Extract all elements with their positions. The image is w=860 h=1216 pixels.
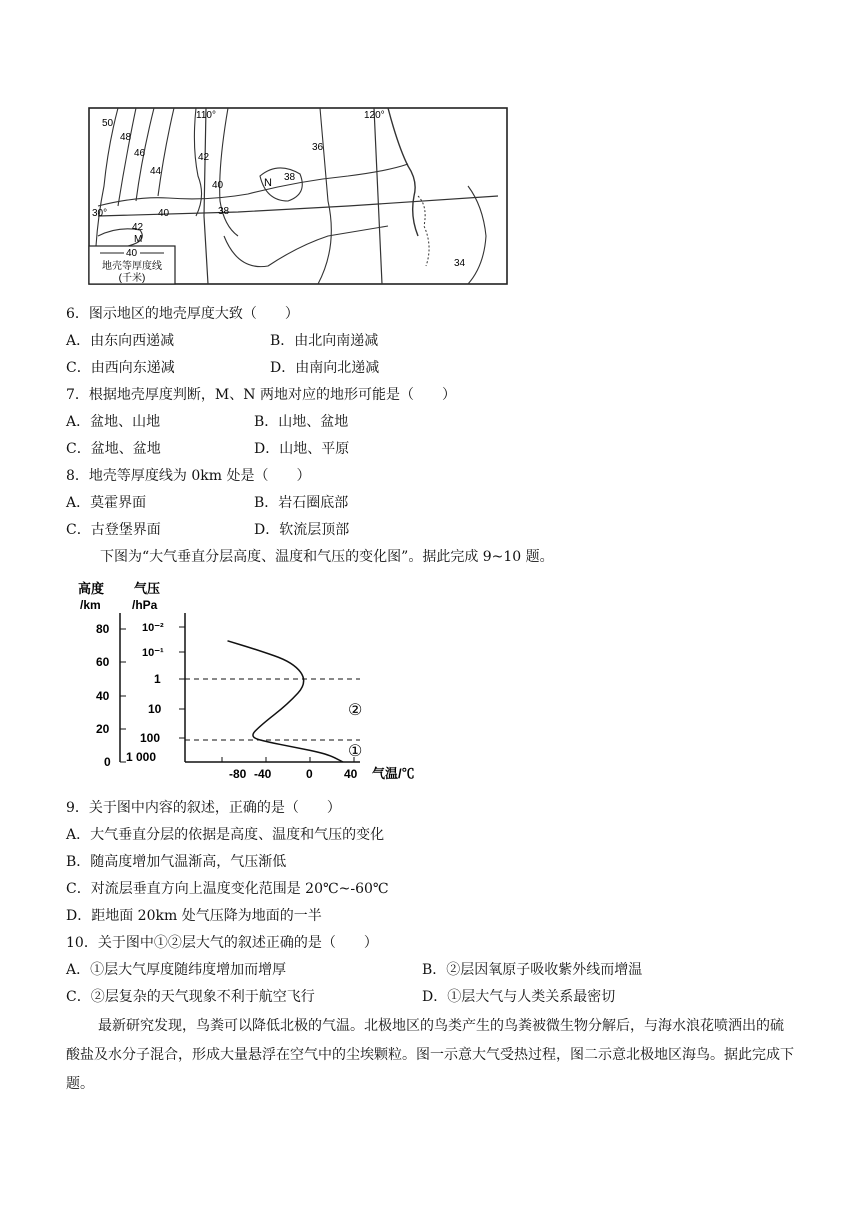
question-8-stem: 8．地壳等厚度线为 0km 处是（ ） <box>66 468 311 484</box>
contour-42b: 42 <box>132 222 144 233</box>
height-label-1: 高度 <box>78 581 105 596</box>
pressure-tick-10: 10 <box>148 702 162 716</box>
contour-34: 34 <box>454 258 466 269</box>
q9-option-b[interactable]: B．随高度增加气温渐高，气压渐低 <box>66 854 287 870</box>
q6-option-a[interactable]: A．由东向西递减 <box>66 333 175 349</box>
q6-option-c[interactable]: C．由西向东递减 <box>66 360 175 376</box>
height-label-2: /km <box>80 598 101 612</box>
pressure-tick-0.1: 10⁻¹ <box>142 647 164 659</box>
height-tick-0: 0 <box>104 755 111 769</box>
q8-option-d[interactable]: D．软流层顶部 <box>254 522 350 538</box>
lat-30: 30° <box>92 208 108 219</box>
height-tick-20: 20 <box>96 722 110 736</box>
q6-option-b[interactable]: B．由北向南递减 <box>270 333 379 349</box>
contour-48: 48 <box>120 132 132 143</box>
pressure-tick-0.01: 10⁻² <box>142 622 164 634</box>
pressure-label-2: /hPa <box>132 598 158 612</box>
temp-tick-m40: -40 <box>254 767 272 781</box>
pressure-tick-1000: 1 000 <box>126 750 157 764</box>
q8-option-c[interactable]: C．古登堡界面 <box>66 522 161 538</box>
point-m: M <box>134 234 143 245</box>
contour-44: 44 <box>150 166 162 177</box>
height-tick-40: 40 <box>96 689 110 703</box>
temp-tick-0: 0 <box>306 767 313 781</box>
contour-36: 36 <box>312 142 324 153</box>
height-ticks <box>96 622 126 769</box>
layer-2-label: ② <box>348 702 363 719</box>
q6-option-d[interactable]: D．由南向北递减 <box>270 360 380 376</box>
contour-38b: 38 <box>218 206 230 217</box>
q9-option-a[interactable]: A．大气垂直分层的依据是高度、温度和气压的变化 <box>66 827 385 843</box>
q10-option-d[interactable]: D．①层大气与人类关系最密切 <box>422 989 616 1005</box>
contour-46: 46 <box>134 148 146 159</box>
q10-option-b[interactable]: B．②层因氧原子吸收紫外线而增温 <box>422 962 643 978</box>
pressure-ticks <box>126 622 185 764</box>
contour-40a: 40 <box>212 180 224 191</box>
height-tick-80: 80 <box>96 622 110 636</box>
q7-option-d[interactable]: D．山地、平原 <box>254 441 350 457</box>
q10-option-c[interactable]: C．②层复杂的天气现象不利于航空飞行 <box>66 989 315 1005</box>
legend-value: 40 <box>126 248 138 259</box>
atmosphere-chart <box>70 575 440 785</box>
q9-option-c[interactable]: C．对流层垂直方向上温度变化范围是 20℃~-60℃ <box>66 881 389 897</box>
q7-option-b[interactable]: B．山地、盆地 <box>254 414 349 430</box>
pressure-label-1: 气压 <box>134 581 161 596</box>
temp-tick-40: 40 <box>344 767 358 781</box>
contour-50: 50 <box>102 118 114 129</box>
question-9-stem: 9．关于图中内容的叙述，正确的是（ ） <box>66 800 341 816</box>
temperature-profile-line <box>228 641 344 762</box>
crust-thickness-map <box>88 106 510 286</box>
layer-1-label: ① <box>348 743 363 760</box>
temp-axis-label: 气温/℃ <box>372 766 415 781</box>
intro-9-10: 下图为“大气垂直分层高度、温度和气压的变化图”。据此完成 9~10 题。 <box>100 549 554 565</box>
q7-option-a[interactable]: A．盆地、山地 <box>66 414 161 430</box>
height-tick-60: 60 <box>96 655 110 669</box>
legend-line1: 地壳等厚度线 <box>102 261 162 272</box>
temp-tick-m80: -80 <box>229 767 247 781</box>
question-10-stem: 10．关于图中①②层大气的叙述正确的是（ ） <box>66 935 378 951</box>
pressure-tick-1: 1 <box>154 672 161 686</box>
legend-line2: (千米) <box>118 273 146 284</box>
q10-option-a[interactable]: A．①层大气厚度随纬度增加而增厚 <box>66 962 287 978</box>
question-6-stem: 6．图示地区的地壳厚度大致（ ） <box>66 306 299 322</box>
question-7-stem: 7．根据地壳厚度判断，M、N 两地对应的地形可能是（ ） <box>66 387 456 403</box>
contour-42a: 42 <box>198 152 210 163</box>
contour-38a: 38 <box>284 172 296 183</box>
point-n: N <box>264 177 272 189</box>
lon-120: 120° <box>364 110 385 121</box>
contour-40b: 40 <box>158 208 170 219</box>
q9-option-d[interactable]: D．距地面 20km 处气压降为地面的一半 <box>66 908 322 924</box>
lon-110: 110° <box>196 110 216 121</box>
pressure-tick-100: 100 <box>140 731 161 745</box>
q8-option-b[interactable]: B．岩石圈底部 <box>254 495 349 511</box>
q8-option-a[interactable]: A．莫霍界面 <box>66 495 147 511</box>
final-paragraph: 最新研究发现，鸟粪可以降低北极的气温。北极地区的鸟类产生的鸟粪被微生物分解后，与海水浪花喷洒出的硫酸盐及水分子混合，形成大量悬浮在空气中的尘埃颗粒。图一示意大气受热过程，图二示意北极地区海鸟。据此完成下题。 <box>66 1018 794 1092</box>
q7-option-c[interactable]: C．盆地、盆地 <box>66 441 161 457</box>
